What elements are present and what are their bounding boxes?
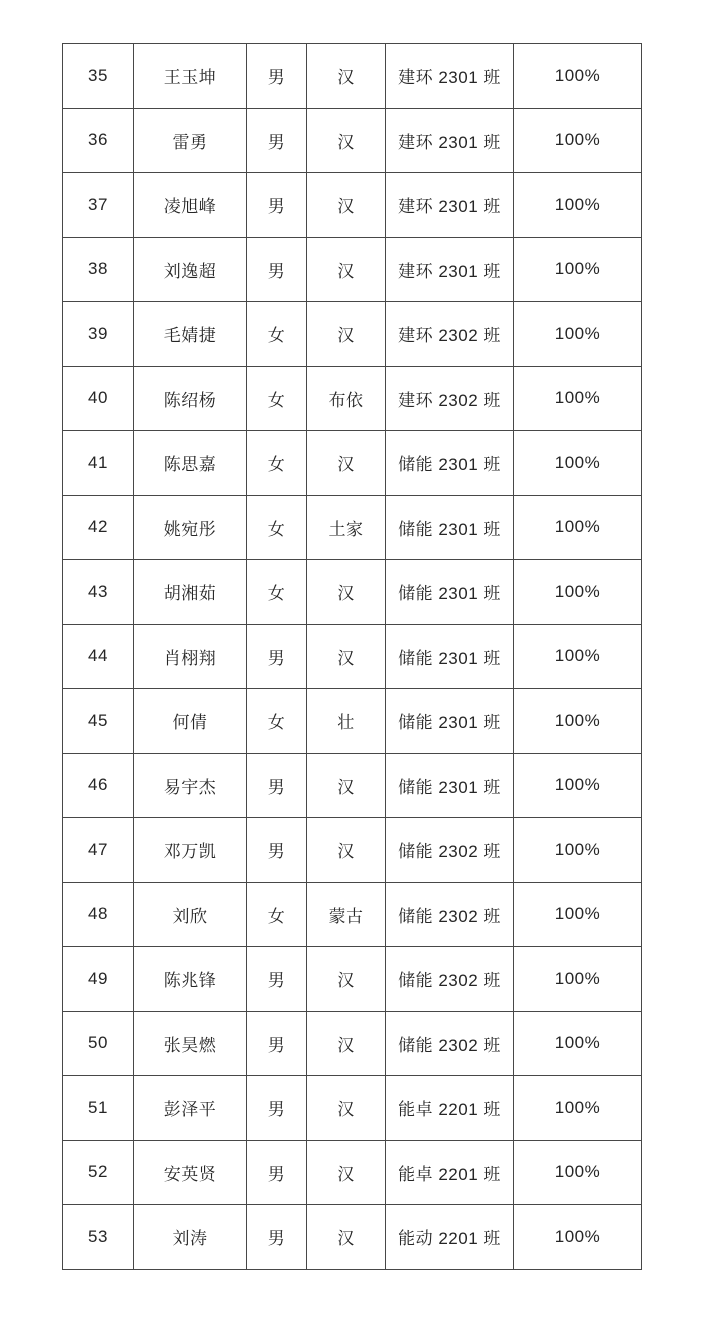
cell-rate: 100% (514, 818, 642, 883)
cell-serial: 39 (63, 302, 134, 367)
table-row (63, 818, 642, 883)
cell-rate: 100% (514, 1076, 642, 1141)
student-table-body (63, 44, 642, 1270)
cell-serial: 47 (63, 818, 134, 883)
cell-serial: 37 (63, 173, 134, 238)
cell-gender: 男 (247, 44, 307, 109)
cell-gender: 男 (247, 818, 307, 883)
cell-ethnicity: 汉 (307, 818, 386, 883)
cell-gender: 女 (247, 431, 307, 496)
cell-name: 毛婧捷 (134, 302, 247, 367)
cell-rate: 100% (514, 44, 642, 109)
cell-name: 胡湘茹 (134, 560, 247, 625)
cell-rate: 100% (514, 1205, 642, 1270)
cell-class: 储能 2302 班 (386, 947, 514, 1012)
cell-class: 建环 2301 班 (386, 173, 514, 238)
table-row (63, 947, 642, 1012)
cell-ethnicity: 布依 (307, 366, 386, 431)
cell-rate: 100% (514, 882, 642, 947)
cell-ethnicity: 汉 (307, 1076, 386, 1141)
cell-name: 陈绍杨 (134, 366, 247, 431)
cell-gender: 男 (247, 1205, 307, 1270)
cell-name: 何倩 (134, 689, 247, 754)
cell-rate: 100% (514, 947, 642, 1012)
table-row (63, 173, 642, 238)
cell-class: 储能 2302 班 (386, 818, 514, 883)
cell-name: 王玉坤 (134, 44, 247, 109)
cell-ethnicity: 汉 (307, 302, 386, 367)
cell-ethnicity: 汉 (307, 1140, 386, 1205)
cell-ethnicity: 汉 (307, 624, 386, 689)
cell-serial: 44 (63, 624, 134, 689)
cell-serial: 49 (63, 947, 134, 1012)
cell-name: 易宇杰 (134, 753, 247, 818)
cell-ethnicity: 汉 (307, 1205, 386, 1270)
cell-rate: 100% (514, 1140, 642, 1205)
cell-gender: 女 (247, 495, 307, 560)
cell-ethnicity: 蒙古 (307, 882, 386, 947)
cell-serial: 50 (63, 1011, 134, 1076)
cell-serial: 48 (63, 882, 134, 947)
table-row (63, 624, 642, 689)
cell-name: 刘涛 (134, 1205, 247, 1270)
cell-ethnicity: 汉 (307, 753, 386, 818)
table-row (63, 753, 642, 818)
cell-name: 安英贤 (134, 1140, 247, 1205)
table-row (63, 108, 642, 173)
cell-serial: 53 (63, 1205, 134, 1270)
cell-name: 刘欣 (134, 882, 247, 947)
cell-serial: 35 (63, 44, 134, 109)
table-row (63, 366, 642, 431)
cell-class: 建环 2301 班 (386, 108, 514, 173)
cell-rate: 100% (514, 173, 642, 238)
cell-rate: 100% (514, 431, 642, 496)
cell-class: 能动 2201 班 (386, 1205, 514, 1270)
cell-ethnicity: 汉 (307, 108, 386, 173)
cell-gender: 女 (247, 366, 307, 431)
cell-name: 陈兆锋 (134, 947, 247, 1012)
cell-gender: 男 (247, 1076, 307, 1141)
cell-rate: 100% (514, 237, 642, 302)
cell-ethnicity: 汉 (307, 947, 386, 1012)
cell-serial: 52 (63, 1140, 134, 1205)
cell-serial: 42 (63, 495, 134, 560)
cell-class: 能卓 2201 班 (386, 1076, 514, 1141)
cell-serial: 46 (63, 753, 134, 818)
table-row (63, 882, 642, 947)
cell-name: 雷勇 (134, 108, 247, 173)
cell-gender: 女 (247, 689, 307, 754)
cell-serial: 51 (63, 1076, 134, 1141)
cell-class: 储能 2301 班 (386, 495, 514, 560)
cell-gender: 男 (247, 753, 307, 818)
cell-name: 刘逸超 (134, 237, 247, 302)
cell-ethnicity: 汉 (307, 1011, 386, 1076)
cell-class: 储能 2301 班 (386, 753, 514, 818)
cell-rate: 100% (514, 753, 642, 818)
cell-class: 能卓 2201 班 (386, 1140, 514, 1205)
cell-name: 陈思嘉 (134, 431, 247, 496)
cell-rate: 100% (514, 624, 642, 689)
cell-gender: 男 (247, 108, 307, 173)
cell-rate: 100% (514, 560, 642, 625)
table-row (63, 302, 642, 367)
cell-rate: 100% (514, 1011, 642, 1076)
cell-serial: 41 (63, 431, 134, 496)
table-row (63, 689, 642, 754)
cell-ethnicity: 壮 (307, 689, 386, 754)
cell-class: 储能 2301 班 (386, 689, 514, 754)
cell-gender: 男 (247, 947, 307, 1012)
cell-ethnicity: 汉 (307, 44, 386, 109)
cell-class: 储能 2302 班 (386, 1011, 514, 1076)
cell-class: 储能 2301 班 (386, 431, 514, 496)
cell-class: 储能 2301 班 (386, 560, 514, 625)
cell-gender: 女 (247, 302, 307, 367)
cell-rate: 100% (514, 689, 642, 754)
cell-gender: 女 (247, 560, 307, 625)
cell-name: 凌旭峰 (134, 173, 247, 238)
cell-serial: 36 (63, 108, 134, 173)
cell-class: 储能 2302 班 (386, 882, 514, 947)
table-row (63, 1140, 642, 1205)
cell-gender: 男 (247, 1011, 307, 1076)
cell-serial: 40 (63, 366, 134, 431)
cell-rate: 100% (514, 366, 642, 431)
table-row (63, 560, 642, 625)
cell-gender: 男 (247, 237, 307, 302)
cell-name: 彭泽平 (134, 1076, 247, 1141)
cell-ethnicity: 汉 (307, 237, 386, 302)
cell-rate: 100% (514, 108, 642, 173)
table-row (63, 431, 642, 496)
cell-gender: 男 (247, 624, 307, 689)
table-row (63, 495, 642, 560)
table-row (63, 1076, 642, 1141)
cell-ethnicity: 土家 (307, 495, 386, 560)
cell-ethnicity: 汉 (307, 431, 386, 496)
cell-gender: 男 (247, 173, 307, 238)
cell-class: 建环 2301 班 (386, 237, 514, 302)
student-table (62, 43, 642, 1270)
cell-class: 建环 2302 班 (386, 302, 514, 367)
cell-class: 建环 2301 班 (386, 44, 514, 109)
cell-name: 张昊燃 (134, 1011, 247, 1076)
table-row (63, 1011, 642, 1076)
cell-ethnicity: 汉 (307, 173, 386, 238)
cell-name: 姚宛彤 (134, 495, 247, 560)
cell-name: 肖栩翔 (134, 624, 247, 689)
cell-serial: 43 (63, 560, 134, 625)
cell-class: 储能 2301 班 (386, 624, 514, 689)
cell-ethnicity: 汉 (307, 560, 386, 625)
table-row (63, 44, 642, 109)
cell-serial: 45 (63, 689, 134, 754)
cell-rate: 100% (514, 302, 642, 367)
cell-gender: 男 (247, 1140, 307, 1205)
cell-name: 邓万凯 (134, 818, 247, 883)
table-row (63, 1205, 642, 1270)
cell-class: 建环 2302 班 (386, 366, 514, 431)
cell-rate: 100% (514, 495, 642, 560)
table-row (63, 237, 642, 302)
cell-gender: 女 (247, 882, 307, 947)
cell-serial: 38 (63, 237, 134, 302)
